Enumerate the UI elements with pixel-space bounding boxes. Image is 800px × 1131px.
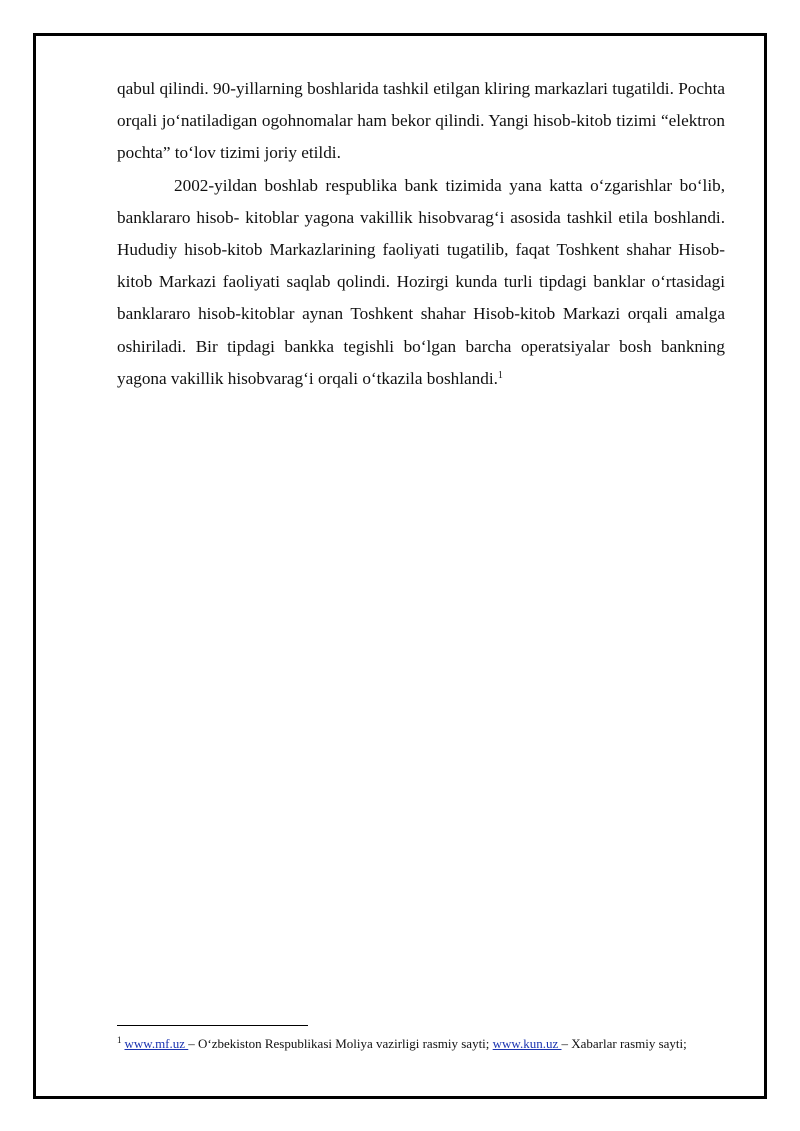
footnote: [117, 1035, 737, 1053]
footnote-link-mf[interactable]: www.mf.uz: [124, 1036, 189, 1051]
page-body: [117, 73, 725, 395]
footnote-text-2: – Xabarlar rasmiy sayti;: [561, 1036, 687, 1051]
paragraph-2: [117, 170, 725, 395]
footnote-text-1: – O‘zbekiston Respublikasi Moliya vazirligi rasmiy sayti;: [188, 1036, 493, 1051]
paragraph-2-text: 2002-yildan boshlab respublika bank tizimida yana katta o‘zgarishlar bo‘lib, banklararo hisob- kitoblar yagona vakillik hisobvarag‘i asosida tashkil etila boshlandi. Hududiy hisob-kitob Markazlarining faoliyati tugatilib, faqat Toshkent shahar Hisob-kitob Markazi faoliyati saqlab qolindi. Hozirgi kunda turli tipdagi banklar o‘rtasidagi banklararo hisob-kitoblar aynan Toshkent shahar Hisob-kitob Markazi orqali amalga oshiriladi. Bir tipdagi bankka tegishli bo‘lgan barcha operatsiyalar bosh bankning yagona vakillik hisobvarag‘i orqali o‘tkazila boshlandi.: [117, 175, 725, 388]
footnote-reference[interactable]: 1: [497, 369, 503, 381]
footnote-link-kun[interactable]: www.kun.uz: [492, 1036, 562, 1051]
paragraph-1: qabul qilindi. 90-yillarning boshlarida tashkil etilgan kliring markazlari tugatildi. Pochta orqali jo‘natiladigan ogohnomalar ham bekor qilindi. Yangi hisob-kitob tizimi “elektron pochta” to‘lov tizimi joriy etildi.: [117, 79, 725, 163]
footnote-number: 1: [117, 1035, 122, 1045]
footnote-separator: [117, 1025, 308, 1026]
